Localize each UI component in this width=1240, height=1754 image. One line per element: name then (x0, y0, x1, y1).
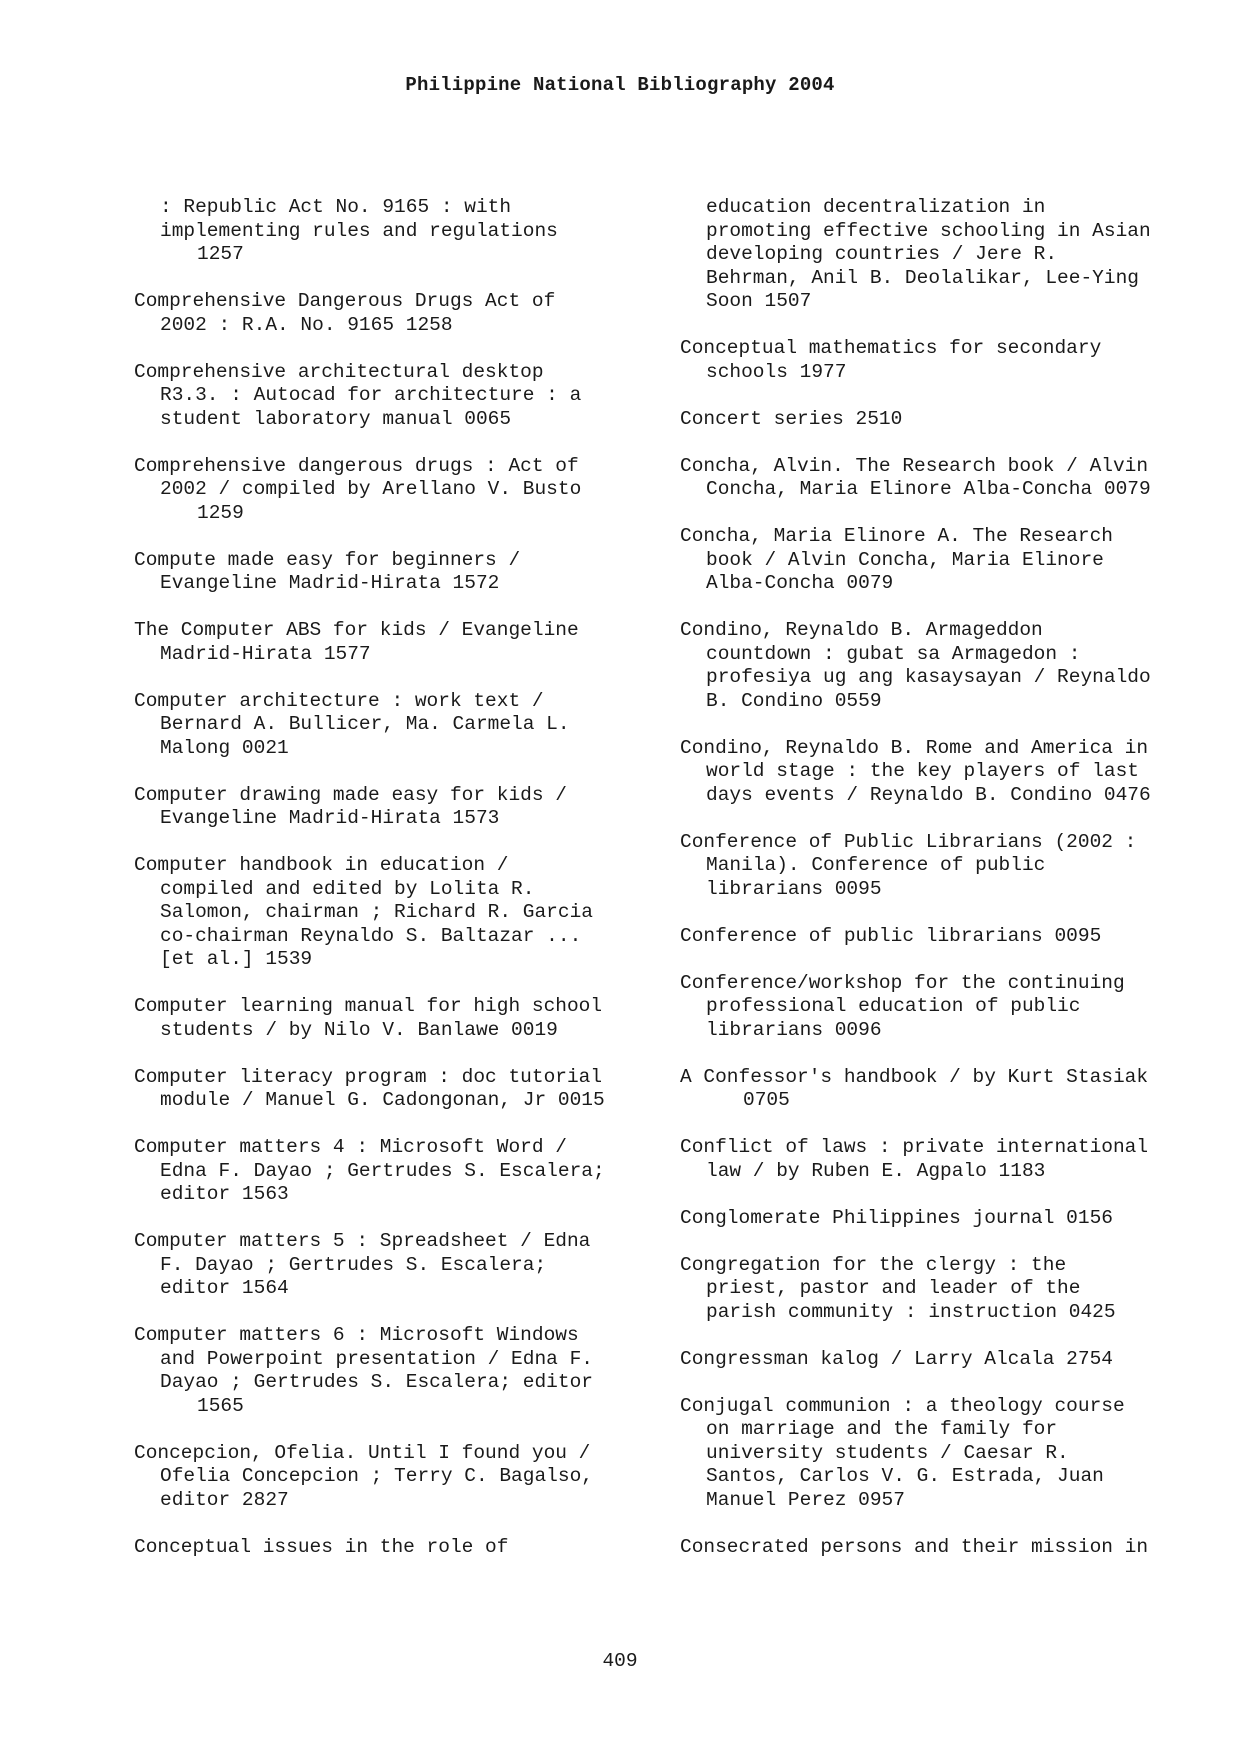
entry-line: editor 2827 (160, 1488, 289, 1511)
page-title: Philippine National Bibliography 2004 (405, 74, 835, 96)
entry-line: Concepcion, Ofelia. Until I found you / (134, 1441, 591, 1464)
entry-line: Salomon, chairman ; Richard R. Garcia (160, 901, 593, 923)
entry-line: Manuel Perez 0957 (706, 1488, 905, 1511)
entry-line: Computer matters 4 : Microsoft Word / (134, 1136, 567, 1158)
entry-line: The Computer ABS for kids / Evangeline (134, 619, 579, 641)
bibliography-entry (680, 737, 1220, 808)
entry-line: Condino, Reynaldo B. Armageddon (680, 619, 1043, 641)
entry-line: university students / Caesar R. (706, 1441, 1069, 1464)
bibliography-entry (680, 831, 1220, 902)
bibliography-entry (680, 196, 1220, 314)
entry-line: professional education of public (706, 995, 1081, 1017)
entry-line: F. Dayao ; Gertrudes S. Escalera; (160, 1253, 547, 1276)
bibliography-entry (680, 1207, 1220, 1231)
bibliography-entry (680, 1395, 1220, 1513)
bibliography-entry (680, 337, 1220, 384)
entry-line: world stage : the key players of last (706, 760, 1139, 782)
entry-line: 0705 (743, 1089, 790, 1111)
entry-line: promoting effective schooling in Asian (706, 219, 1151, 242)
entry-line: education decentralization in (706, 196, 1046, 218)
bibliography-entry (680, 619, 1220, 713)
bibliography-entry (134, 854, 674, 972)
entry-line: priest, pastor and leader of the (706, 1277, 1081, 1299)
entry-line: schools 1977 (706, 360, 847, 383)
entry-line: 1257 (197, 243, 244, 265)
entry-line: Conference of public librarians 0095 (680, 924, 1102, 947)
entry-line: days events / Reynaldo B. Condino 0476 (706, 783, 1151, 806)
bibliography-entry (134, 290, 674, 337)
bibliography-entry (680, 972, 1220, 1043)
bibliography-entry (134, 549, 674, 596)
entry-line: Comprehensive architectural desktop (134, 360, 544, 383)
entry-line: Conference of Public Librarians (2002 : (680, 830, 1137, 853)
entry-line: Behrman, Anil B. Deolalikar, Lee-Ying (706, 266, 1139, 289)
entry-line: Comprehensive Dangerous Drugs Act of (134, 290, 556, 312)
entry-line: A Confessor's handbook / by Kurt Stasiak (680, 1065, 1149, 1088)
bibliography-entry (134, 1230, 674, 1301)
bibliography-entry (680, 1536, 1220, 1560)
bibliography-entry (134, 196, 674, 267)
entry-line: R3.3. : Autocad for architecture : a (160, 384, 582, 406)
entry-line: Conference/workshop for the continuing (680, 971, 1125, 994)
entry-line: profesiya ug ang kasaysayan / Reynaldo (706, 666, 1151, 688)
entry-line: Madrid-Hirata 1577 (160, 642, 371, 665)
entry-line: Conflict of laws : private international (680, 1136, 1149, 1158)
bibliography-entry (134, 1536, 674, 1560)
bibliography-entry (680, 1136, 1220, 1183)
entry-line: 2002 / compiled by Arellano V. Busto (160, 478, 582, 500)
bibliography-entry (680, 1254, 1220, 1325)
bibliography-entry (134, 455, 674, 526)
bibliography-entry (134, 995, 674, 1042)
entry-line: on marriage and the family for (706, 1418, 1058, 1440)
entry-line: Computer learning manual for high school (134, 995, 603, 1017)
page-number: 409 (602, 1650, 638, 1672)
entry-line: 1259 (197, 501, 244, 524)
entry-line: Computer matters 5 : Spreadsheet / Edna (134, 1230, 591, 1252)
entry-line: compiled and edited by Lolita R. (160, 877, 535, 900)
entry-line: parish community : instruction 0425 (706, 1300, 1116, 1323)
entry-line: book / Alvin Concha, Maria Elinore (706, 548, 1104, 571)
entry-line: Conceptual issues in the role of (134, 1535, 509, 1558)
entry-line: Conjugal communion : a theology course (680, 1394, 1125, 1417)
entry-line: Soon 1507 (706, 290, 812, 312)
left-column (134, 196, 674, 1583)
bibliography-entry (134, 1066, 674, 1113)
entry-line: Dayao ; Gertrudes S. Escalera; editor (160, 1371, 593, 1393)
entry-line: Computer literacy program : doc tutorial (134, 1065, 603, 1088)
bibliography-entry (680, 455, 1220, 502)
entry-line: editor 1564 (160, 1277, 289, 1299)
entry-line: Manila). Conference of public (706, 854, 1046, 876)
entry-line: Concha, Maria Elinore A. The Research (680, 525, 1113, 547)
bibliography-entry (680, 1348, 1220, 1372)
entry-line: Congregation for the clergy : the (680, 1253, 1067, 1276)
entry-line: librarians 0096 (706, 1018, 882, 1041)
entry-line: countdown : gubat sa Armagedon : (706, 642, 1081, 665)
bibliography-entry (680, 1066, 1220, 1113)
bibliography-entry (134, 1442, 674, 1513)
entry-line: Comprehensive dangerous drugs : Act of (134, 454, 579, 477)
entry-line: module / Manuel G. Cadongonan, Jr 0015 (160, 1089, 605, 1111)
right-column (680, 196, 1220, 1583)
entry-line: Computer drawing made easy for kids / (134, 783, 567, 806)
entry-line: students / by Nilo V. Banlawe 0019 (160, 1018, 558, 1041)
entry-line: Computer matters 6 : Microsoft Windows (134, 1324, 579, 1346)
entry-line: [et al.] 1539 (160, 948, 313, 970)
entry-line: Concha, Alvin. The Research book / Alvin (680, 454, 1149, 477)
entry-line: Bernard A. Bullicer, Ma. Carmela L. (160, 713, 570, 735)
entry-line: Malong 0021 (160, 736, 289, 759)
bibliography-entry (680, 925, 1220, 949)
entry-line: Congressman kalog / Larry Alcala 2754 (680, 1347, 1113, 1370)
entry-line: Evangeline Madrid-Hirata 1573 (160, 807, 500, 829)
entry-line: : Republic Act No. 9165 : with (160, 196, 512, 218)
entry-line: Edna F. Dayao ; Gertrudes S. Escalera; (160, 1159, 605, 1182)
bibliography-entry (134, 1324, 674, 1418)
entry-line: Santos, Carlos V. G. Estrada, Juan (706, 1465, 1104, 1487)
entry-line: Compute made easy for beginners / (134, 548, 521, 571)
entry-line: Ofelia Concepcion ; Terry C. Bagalso, (160, 1465, 593, 1487)
entry-line: Concha, Maria Elinore Alba-Concha 0079 (706, 478, 1151, 500)
bibliography-entry (680, 525, 1220, 596)
entry-line: co-chairman Reynaldo S. Baltazar ... (160, 924, 582, 947)
bibliography-entry (680, 408, 1220, 432)
entry-line: developing countries / Jere R. (706, 243, 1058, 265)
entry-line: 1565 (197, 1394, 244, 1417)
entry-line: Alba-Concha 0079 (706, 572, 894, 594)
entry-line: law / by Ruben E. Agpalo 1183 (706, 1159, 1046, 1182)
entry-line: Consecrated persons and their mission in (680, 1535, 1149, 1558)
entry-line: Conceptual mathematics for secondary (680, 337, 1102, 359)
entry-line: Computer architecture : work text / (134, 689, 544, 712)
bibliography-entry (134, 784, 674, 831)
entry-line: Conglomerate Philippines journal 0156 (680, 1206, 1113, 1229)
entry-line: B. Condino 0559 (706, 689, 882, 712)
entry-line: Evangeline Madrid-Hirata 1572 (160, 572, 500, 594)
entry-line: editor 1563 (160, 1183, 289, 1205)
entry-line: Computer handbook in education / (134, 854, 509, 876)
entry-line: librarians 0095 (706, 877, 882, 900)
entry-line: and Powerpoint presentation / Edna F. (160, 1347, 593, 1370)
entry-line: implementing rules and regulations (160, 219, 558, 242)
bibliography-entry (134, 690, 674, 761)
bibliography-entry (134, 1136, 674, 1207)
entry-line: Condino, Reynaldo B. Rome and America in (680, 736, 1149, 759)
bibliography-entry (134, 361, 674, 432)
entry-line: student laboratory manual 0065 (160, 407, 512, 430)
entry-line: 2002 : R.A. No. 9165 1258 (160, 313, 453, 336)
entry-line: Concert series 2510 (680, 407, 903, 430)
bibliography-entry (134, 619, 674, 666)
